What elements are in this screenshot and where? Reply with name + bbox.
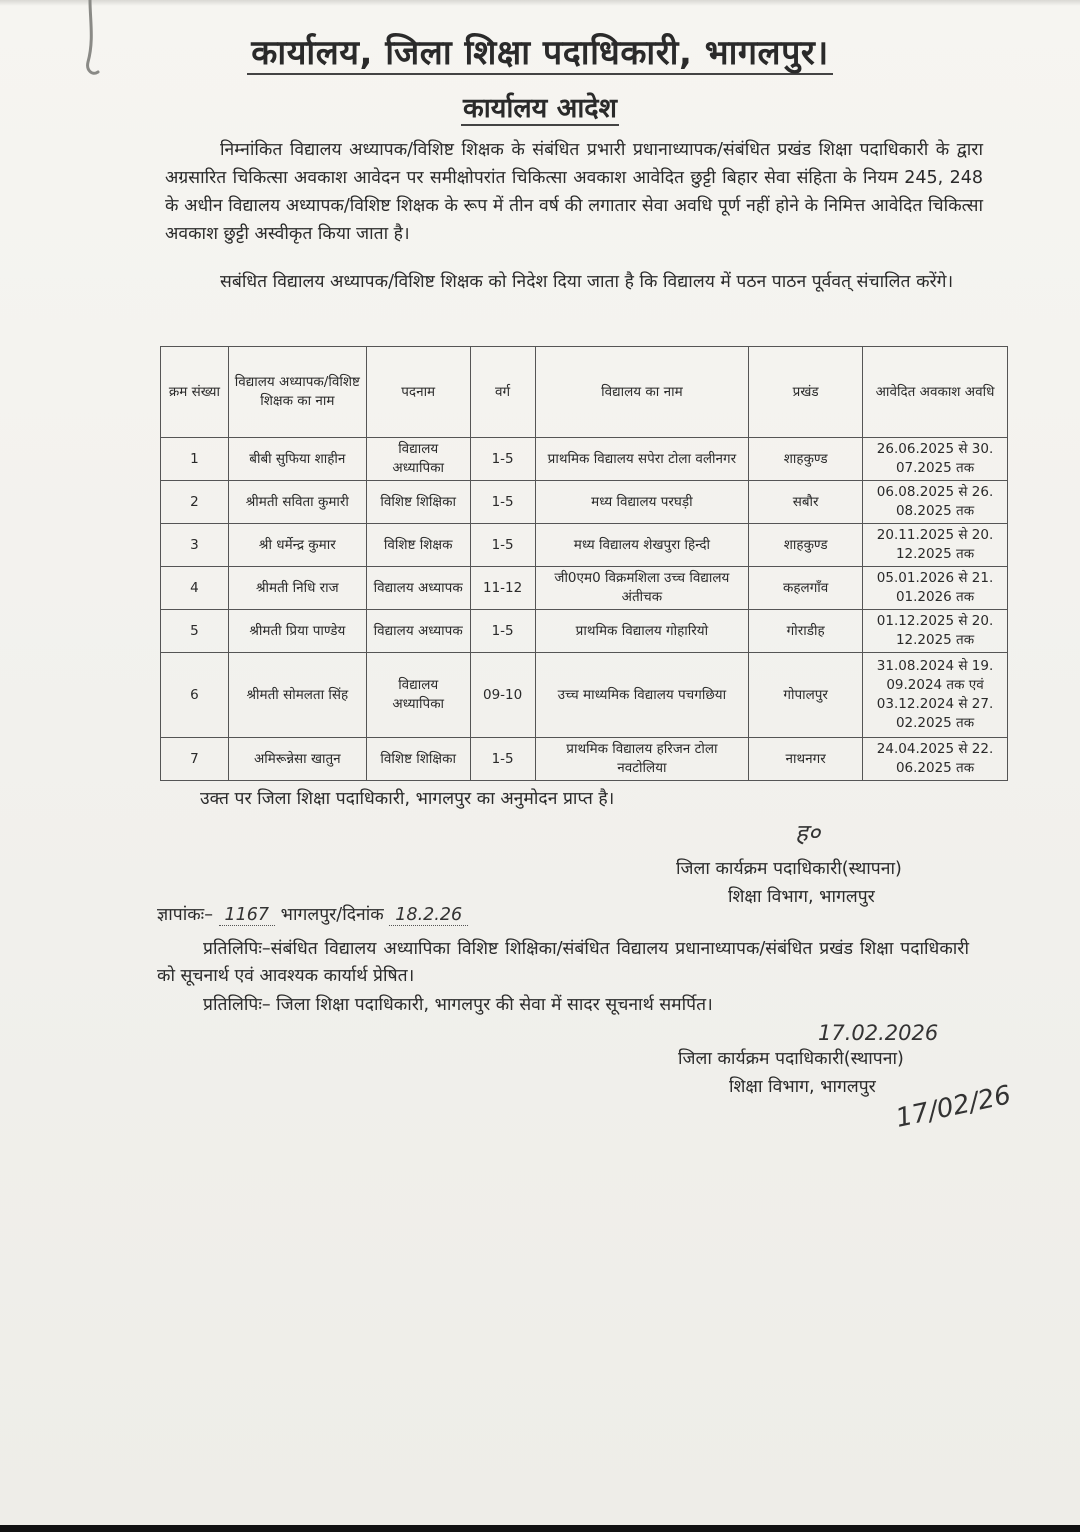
table-row bbox=[161, 438, 1008, 481]
cell-serial: 1 bbox=[161, 438, 229, 481]
cell-school-name: प्राथमिक विद्यालय सपेरा टोला वलीनगर bbox=[535, 438, 749, 481]
cell-school-name: मध्य विद्यालय शेखपुरा हिन्दी bbox=[535, 524, 749, 567]
table-row bbox=[161, 738, 1008, 781]
cell-teacher-name: श्री धर्मेन्द्र कुमार bbox=[228, 524, 366, 567]
table-row bbox=[161, 653, 1008, 738]
cell-school-name: प्राथमिक विद्यालय हरिजन टोला नवटोलिया bbox=[535, 738, 749, 781]
signatory-title-2: जिला कार्यक्रम पदाधिकारी(स्थापना) bbox=[678, 1049, 904, 1069]
memo-place-date-label: भागलपुर/दिनांक bbox=[280, 905, 384, 925]
cell-serial: 4 bbox=[161, 567, 229, 610]
cell-serial: 7 bbox=[161, 738, 229, 781]
header-serial: क्रम संख्या bbox=[161, 347, 229, 438]
cell-block: शाहकुण्ड bbox=[749, 524, 863, 567]
handwritten-date: 17.02.2026 bbox=[818, 1021, 939, 1045]
handwritten-date-2: 17/02/26 bbox=[893, 1080, 1014, 1134]
cell-designation: विद्यालय अध्यापक bbox=[366, 610, 470, 653]
table-row bbox=[161, 524, 1008, 567]
cell-block: नाथनगर bbox=[749, 738, 863, 781]
cell-designation: विद्यालय अध्यापक bbox=[366, 567, 470, 610]
header-teacher-name: विद्यालय अध्यापक/विशिष्ट शिक्षक का नाम bbox=[228, 347, 366, 438]
cell-teacher-name: श्रीमती सोमलता सिंह bbox=[228, 653, 366, 738]
cell-designation: विद्यालय अध्यापिका bbox=[366, 653, 470, 738]
table-row bbox=[161, 567, 1008, 610]
cell-class: 1-5 bbox=[470, 524, 535, 567]
memo-label: ज्ञापांकः– bbox=[157, 905, 213, 925]
leave-table bbox=[160, 346, 1008, 781]
order-title: कार्यालय आदेश bbox=[462, 93, 618, 124]
copy-to-paragraph-1: प्रतिलिपिः–संबंधित विद्यालय अध्यापिका विशिष्ट शिक्षिका/संबंधित विद्यालय प्रधानाध्यापक/संबंधित प्रखंड शिक्षा पदाधिकारी को सूचनार्थ एवं आवश्यक कार्यार्थ प्रेषित। bbox=[157, 939, 969, 986]
cell-leave-period: 24.04.2025 से 22. 06.2025 तक bbox=[863, 738, 1008, 781]
cell-serial: 6 bbox=[161, 653, 229, 738]
cell-block: गोराडीह bbox=[749, 610, 863, 653]
cell-school-name: जी0एम0 विक्रमशिला उच्च विद्यालय अंतीचक bbox=[535, 567, 749, 610]
memo-number: 1167 bbox=[219, 905, 276, 926]
table-header-row bbox=[161, 347, 1008, 438]
cell-serial: 2 bbox=[161, 481, 229, 524]
header-class: वर्ग bbox=[470, 347, 535, 438]
cell-school-name: प्राथमिक विद्यालय गोहारियो bbox=[535, 610, 749, 653]
office-title: कार्यालय, जिला शिक्षा पदाधिकारी, भागलपुर। bbox=[0, 28, 1080, 74]
cell-teacher-name: श्रीमती सविता कुमारी bbox=[228, 481, 366, 524]
copy-to-paragraph-2: प्रतिलिपिः– जिला शिक्षा पदाधिकारी, भागलपुर की सेवा में सादर सूचनार्थ समर्पित। bbox=[203, 995, 713, 1015]
cell-teacher-name: अमिरून्नेसा खातुन bbox=[228, 738, 366, 781]
cell-serial: 3 bbox=[161, 524, 229, 567]
table-row bbox=[161, 610, 1008, 653]
bottom-border bbox=[0, 1525, 1080, 1532]
cell-class: 1-5 bbox=[470, 481, 535, 524]
cell-serial: 5 bbox=[161, 610, 229, 653]
approval-note: उक्त पर जिला शिक्षा पदाधिकारी, भागलपुर का अनुमोदन प्राप्त है। bbox=[200, 789, 615, 809]
header-school-name: विद्यालय का नाम bbox=[535, 347, 749, 438]
header-leave-period: आवेदित अवकाश अवधि bbox=[863, 347, 1008, 438]
cell-teacher-name: बीबी सुफिया शाहीन bbox=[228, 438, 366, 481]
cell-block: सबौर bbox=[749, 481, 863, 524]
cell-block: शाहकुण्ड bbox=[749, 438, 863, 481]
table-row bbox=[161, 481, 1008, 524]
order-paragraph-2: सबंधित विद्यालय अध्यापक/विशिष्ट शिक्षक को निदेश दिया जाता है कि विद्यालय में पठन पाठन पूर्ववत् संचालित करेंगे। bbox=[220, 272, 954, 292]
cell-class: 11-12 bbox=[470, 567, 535, 610]
cell-class: 09-10 bbox=[470, 653, 535, 738]
cell-designation: विशिष्ट शिक्षक bbox=[366, 524, 470, 567]
header-designation: पदनाम bbox=[366, 347, 470, 438]
cell-block: कहलगाँव bbox=[749, 567, 863, 610]
signatory-department-2: शिक्षा विभाग, भागलपुर bbox=[729, 1077, 876, 1097]
cell-leave-period: 05.01.2026 से 21. 01.2026 तक bbox=[863, 567, 1008, 610]
cell-school-name: मध्य विद्यालय परघड़ी bbox=[535, 481, 749, 524]
cell-designation: विशिष्ट शिक्षिका bbox=[366, 738, 470, 781]
cell-class: 1-5 bbox=[470, 438, 535, 481]
cell-leave-period: 31.08.2024 से 19. 09.2024 तक एवं 03.12.2024 से 27. 02.2025 तक bbox=[863, 653, 1008, 738]
cell-block: गोपालपुर bbox=[749, 653, 863, 738]
cell-teacher-name: श्रीमती प्रिया पाण्डेय bbox=[228, 610, 366, 653]
header-block: प्रखंड bbox=[749, 347, 863, 438]
signatory-title: जिला कार्यक्रम पदाधिकारी(स्थापना) bbox=[676, 859, 902, 879]
cell-leave-period: 26.06.2025 से 30. 07.2025 तक bbox=[863, 438, 1008, 481]
cell-leave-period: 06.08.2025 से 26. 08.2025 तक bbox=[863, 481, 1008, 524]
cell-class: 1-5 bbox=[470, 738, 535, 781]
cell-leave-period: 20.11.2025 से 20. 12.2025 तक bbox=[863, 524, 1008, 567]
memo-date: 18.2.26 bbox=[389, 905, 468, 926]
signatory-department: शिक्षा विभाग, भागलपुर bbox=[728, 887, 875, 907]
cell-designation: विशिष्ट शिक्षिका bbox=[366, 481, 470, 524]
cell-class: 1-5 bbox=[470, 610, 535, 653]
scan-edge-shadow bbox=[0, 0, 1080, 6]
cell-designation: विद्यालय अध्यापिका bbox=[366, 438, 470, 481]
cell-leave-period: 01.12.2025 से 20. 12.2025 तक bbox=[863, 610, 1008, 653]
order-paragraph-1: निम्नांकित विद्यालय अध्यापक/विशिष्ट शिक्षक के संबंधित प्रभारी प्रधानाध्यापक/संबंधित प्रखंड शिक्षा पदाधिकारी के द्वारा अग्रसारित चिकित्सा अवकाश आवेदन पर समीक्षोपरांत चिकित्सा अवकाश आवेदित छुट्टी बिहार सेवा संहिता के नियम 245, 248 के अधीन विद्यालय अध्यापक/विशिष्ट शिक्षक के रूप में तीन वर्ष की लगातार सेवा अवधि पूर्ण नहीं होने के निमित्त आवेदित चिकित्सा अवकाश छुट्टी अस्वीकृत किया जाता है। bbox=[165, 140, 983, 244]
cell-school-name: उच्च माध्यमिक विद्यालय पचगछिया bbox=[535, 653, 749, 738]
signature-mark: ह० bbox=[795, 819, 821, 847]
memo-line bbox=[157, 902, 468, 928]
cell-teacher-name: श्रीमती निधि राज bbox=[228, 567, 366, 610]
